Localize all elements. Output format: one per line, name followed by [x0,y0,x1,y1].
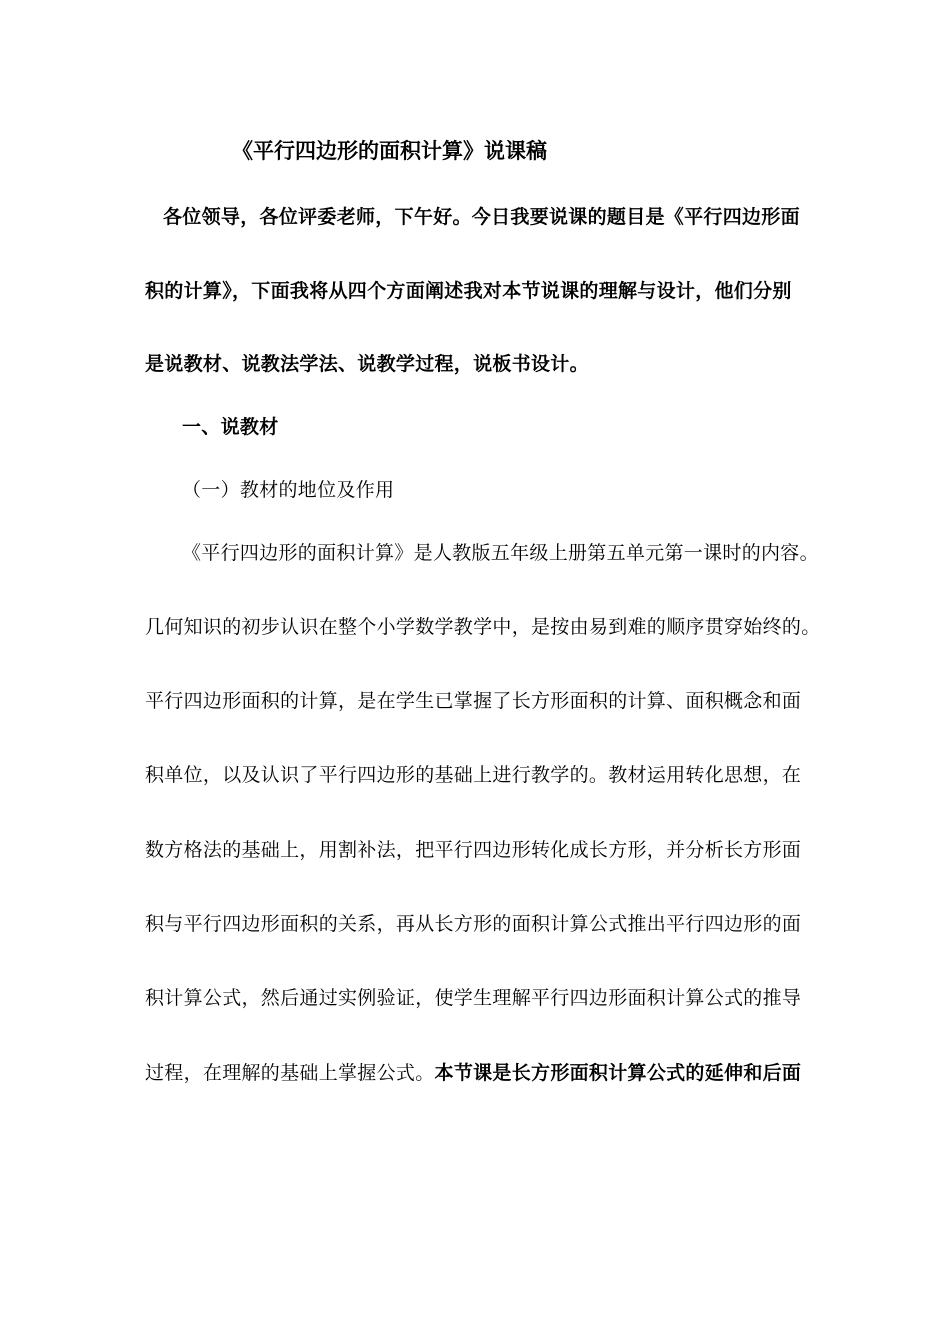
paragraph-line-8-normal: 过程，在理解的基础上掌握公式。 [145,1062,435,1084]
section-heading: 一、说教材 [182,416,279,438]
intro-line-2: 积的计算》，下面我将从四个方面阐述我对本节说课的理解与设计，他们分别 [145,280,792,302]
paragraph-line-5: 数方格法的基础上，用割补法，把平行四边形转化成长方形，并分析长方形面 [145,839,802,861]
paragraph-line-8-bold: 本节课是长方形面积计算公式的延伸和后面 [434,1062,802,1084]
paragraph-line-3: 平行四边形面积的计算，是在学生已掌握了长方形面积的计算、面积概念和面 [145,690,802,712]
section-subheading: （一）教材的地位及作用 [182,479,395,501]
paragraph-line-4: 积单位，以及认识了平行四边形的基础上进行教学的。教材运用转化思想，在 [145,764,802,786]
paragraph-line-8 [145,1060,801,1086]
paragraph-line-1: 《平行四边形的面积计算》是人教版五年级上册第五单元第一课时的内容。 [182,542,819,564]
paragraph-line-7: 积计算公式，然后通过实例验证，使学生理解平行四边形面积计算公式的推导 [145,987,802,1009]
document-title: 《平行四边形的面积计算》说课稿 [232,139,547,163]
intro-line-1: 各位领导，各位评委老师，下午好。今日我要说课的题目是《平行四边形面 [163,206,800,228]
paragraph-line-2: 几何知识的初步认识在整个小学数学教学中，是按由易到难的顺序贯穿始终的。 [145,616,821,638]
paragraph-line-6: 积与平行四边形面积的关系，再从长方形的面积计算公式推出平行四边形的面 [145,913,802,935]
intro-line-3: 是说教材、说教法学法、说教学过程，说板书设计。 [145,353,589,375]
